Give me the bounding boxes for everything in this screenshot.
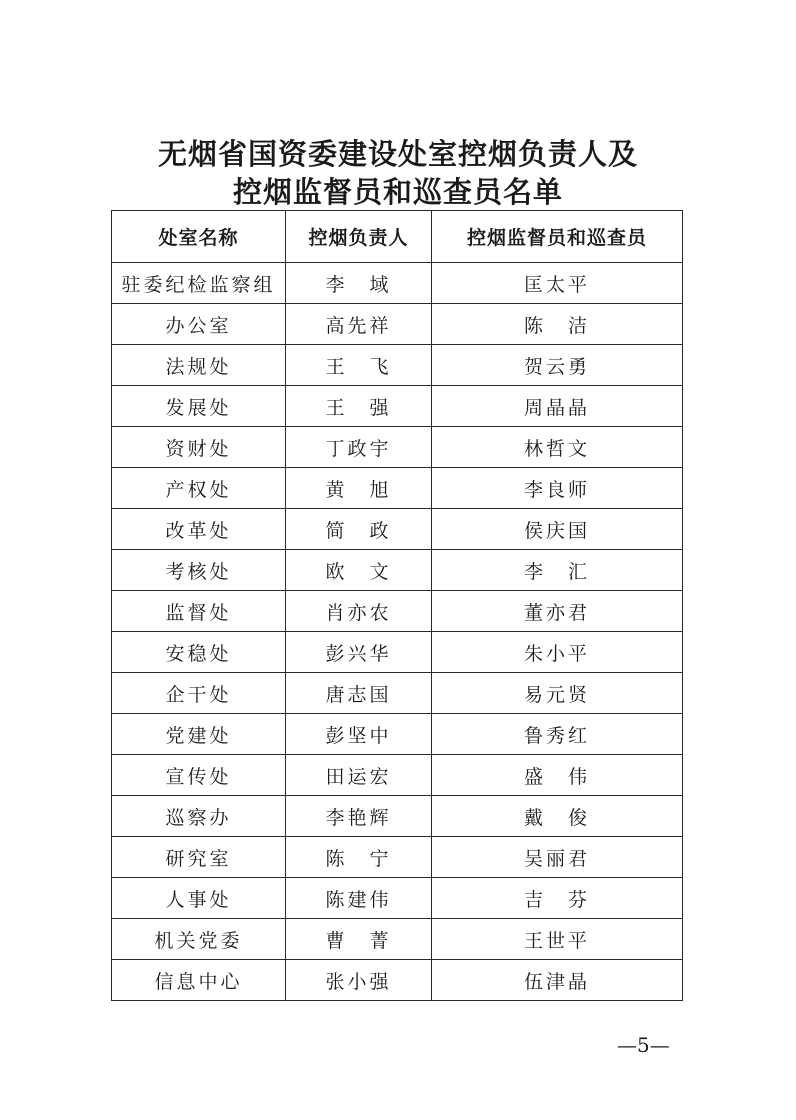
document-title-line1: 无烟省国资委建设处室控烟负责人及 [157,137,638,171]
lead-cell: 王 飞 [286,345,432,386]
lead-cell: 丁政宇 [286,427,432,468]
inspector-cell: 易元贤 [432,673,683,714]
lead-cell: 彭兴华 [286,632,432,673]
table-header-row [112,211,683,263]
lead-cell: 高先祥 [286,304,432,345]
department-cell: 驻委纪检监察组 [112,263,286,304]
table-row [112,878,683,919]
department-cell: 宣传处 [112,755,286,796]
inspector-cell: 鲁秀红 [432,714,683,755]
department-cell: 发展处 [112,386,286,427]
inspector-cell: 王世平 [432,919,683,960]
department-cell: 党建处 [112,714,286,755]
inspector-cell: 林哲文 [432,427,683,468]
inspector-cell: 周晶晶 [432,386,683,427]
table-row [112,509,683,550]
table-row [112,919,683,960]
lead-cell: 简 政 [286,509,432,550]
lead-cell: 欧 文 [286,550,432,591]
lead-cell: 王 强 [286,386,432,427]
lead-cell: 张小强 [286,960,432,1001]
inspector-cell: 李 汇 [432,550,683,591]
header-supervisor-inspector: 控烟监督员和巡查员 [432,211,683,263]
department-cell: 研究室 [112,837,286,878]
department-cell: 办公室 [112,304,286,345]
inspector-cell: 吴丽君 [432,837,683,878]
department-cell: 资财处 [112,427,286,468]
table-row [112,837,683,878]
inspector-cell: 伍津晶 [432,960,683,1001]
inspector-cell: 李良师 [432,468,683,509]
table-row [112,714,683,755]
lead-cell: 李艳辉 [286,796,432,837]
table-row [112,591,683,632]
lead-cell: 曹 菁 [286,919,432,960]
inspector-cell: 侯庆国 [432,509,683,550]
header-tobacco-control-lead: 控烟负责人 [286,211,432,263]
lead-cell: 唐志国 [286,673,432,714]
header-department: 处室名称 [112,211,286,263]
lead-cell: 黄 旭 [286,468,432,509]
inspector-cell: 贺云勇 [432,345,683,386]
inspector-cell: 盛 伟 [432,755,683,796]
department-cell: 考核处 [112,550,286,591]
lead-cell: 李 域 [286,263,432,304]
table-row [112,304,683,345]
table-row [112,427,683,468]
lead-cell: 陈 宁 [286,837,432,878]
department-cell: 法规处 [112,345,286,386]
table-row [112,386,683,427]
document-title-line2: 控烟监督员和巡查员名单 [232,175,563,209]
department-cell: 企干处 [112,673,286,714]
department-cell: 产权处 [112,468,286,509]
inspector-cell: 董亦君 [432,591,683,632]
department-cell: 巡察办 [112,796,286,837]
department-cell: 监督处 [112,591,286,632]
lead-cell: 彭坚中 [286,714,432,755]
lead-cell: 肖亦农 [286,591,432,632]
table-row [112,755,683,796]
table-body [112,263,683,1001]
department-cell: 机关党委 [112,919,286,960]
department-cell: 信息中心 [112,960,286,1001]
inspector-cell: 朱小平 [432,632,683,673]
table-row [112,345,683,386]
inspector-cell: 吉 芬 [432,878,683,919]
inspector-cell: 陈 洁 [432,304,683,345]
table-row [112,960,683,1001]
table-row [112,468,683,509]
lead-cell: 田运宏 [286,755,432,796]
staff-table [111,210,683,1001]
page-number: —5— [617,1033,670,1057]
department-cell: 安稳处 [112,632,286,673]
table-row [112,796,683,837]
inspector-cell: 匡太平 [432,263,683,304]
department-cell: 人事处 [112,878,286,919]
table-row [112,550,683,591]
table-row [112,673,683,714]
table-row [112,632,683,673]
lead-cell: 陈建伟 [286,878,432,919]
inspector-cell: 戴 俊 [432,796,683,837]
table-row [112,263,683,304]
department-cell: 改革处 [112,509,286,550]
